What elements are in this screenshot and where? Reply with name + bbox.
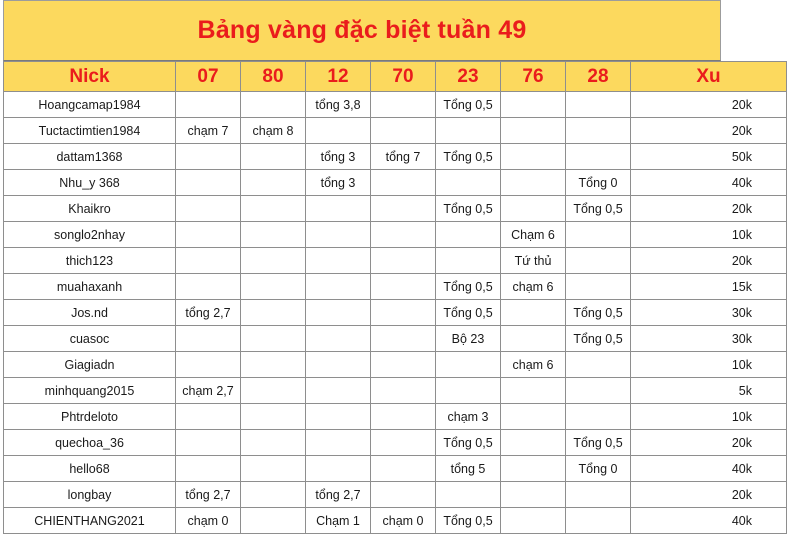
nick-cell[interactable]: longbay — [4, 482, 176, 508]
table-row — [4, 170, 787, 196]
bet-cell[interactable] — [241, 92, 306, 118]
bet-cell[interactable] — [371, 300, 436, 326]
bet-cell[interactable] — [501, 144, 566, 170]
bet-cell[interactable] — [371, 196, 436, 222]
bet-cell[interactable] — [371, 456, 436, 482]
bet-cell[interactable]: tổng 3 — [306, 170, 371, 196]
nick-cell[interactable]: CHIENTHANG2021 — [4, 508, 176, 534]
bet-cell[interactable]: Tổng 0,5 — [436, 430, 501, 456]
bet-cell[interactable] — [501, 118, 566, 144]
bet-cell[interactable] — [241, 456, 306, 482]
nick-cell[interactable]: songlo2nhay — [4, 222, 176, 248]
bet-cell[interactable] — [241, 196, 306, 222]
bet-cell[interactable]: tổng 3 — [306, 144, 371, 170]
nick-cell[interactable]: hello68 — [4, 456, 176, 482]
bet-cell[interactable] — [241, 144, 306, 170]
bet-cell[interactable] — [176, 144, 241, 170]
bet-cell[interactable]: Tổng 0,5 — [566, 326, 631, 352]
nick-cell[interactable]: Phtrdeloto — [4, 404, 176, 430]
table-row — [4, 482, 787, 508]
bet-cell[interactable]: chạm 7 — [176, 118, 241, 144]
bet-cell[interactable] — [241, 430, 306, 456]
bet-cell[interactable] — [241, 170, 306, 196]
header-number[interactable]: 07 — [176, 62, 241, 92]
nick-cell[interactable]: minhquang2015 — [4, 378, 176, 404]
bet-cell[interactable] — [176, 248, 241, 274]
bet-cell[interactable] — [306, 404, 371, 430]
bet-cell[interactable]: Chạm 6 — [501, 222, 566, 248]
bet-cell[interactable] — [241, 248, 306, 274]
bet-cell[interactable]: chạm 0 — [176, 508, 241, 534]
bet-cell[interactable] — [176, 404, 241, 430]
bet-cell[interactable] — [566, 508, 631, 534]
bet-cell[interactable] — [501, 326, 566, 352]
bet-cell[interactable] — [306, 326, 371, 352]
bet-cell[interactable]: tổng 2,7 — [176, 300, 241, 326]
bet-cell[interactable]: Chạm 1 — [306, 508, 371, 534]
header-number[interactable]: 28 — [566, 62, 631, 92]
bet-cell[interactable] — [176, 170, 241, 196]
bet-cell[interactable]: chạm 0 — [371, 508, 436, 534]
bet-cell[interactable] — [436, 170, 501, 196]
table-row — [4, 404, 787, 430]
bet-cell[interactable]: tổng 2,7 — [176, 482, 241, 508]
bet-cell[interactable] — [371, 404, 436, 430]
bet-cell[interactable] — [566, 248, 631, 274]
bet-cell[interactable] — [176, 326, 241, 352]
header-number[interactable]: 70 — [371, 62, 436, 92]
header-xu[interactable]: Xu — [631, 62, 787, 92]
bet-cell[interactable] — [306, 248, 371, 274]
leaderboard-table — [3, 61, 787, 534]
bet-cell[interactable] — [241, 274, 306, 300]
bet-cell[interactable] — [371, 326, 436, 352]
table-row — [4, 274, 787, 300]
xu-cell[interactable]: 10k — [631, 404, 787, 430]
xu-cell[interactable]: 30k — [631, 300, 787, 326]
table-row — [4, 92, 787, 118]
bet-cell[interactable] — [371, 430, 436, 456]
bet-cell[interactable] — [371, 248, 436, 274]
table-row — [4, 456, 787, 482]
nick-cell[interactable]: Tuctactimtien1984 — [4, 118, 176, 144]
bet-cell[interactable] — [501, 170, 566, 196]
bet-cell[interactable]: Bộ 23 — [436, 326, 501, 352]
bet-cell[interactable] — [371, 170, 436, 196]
table-row — [4, 508, 787, 534]
bet-cell[interactable]: tổng 7 — [371, 144, 436, 170]
bet-cell[interactable]: Tổng 0,5 — [436, 508, 501, 534]
title-cell[interactable] — [3, 0, 721, 61]
bet-cell[interactable] — [436, 378, 501, 404]
bet-cell[interactable] — [501, 404, 566, 430]
bet-cell[interactable] — [501, 92, 566, 118]
bet-cell[interactable] — [241, 352, 306, 378]
bet-cell[interactable] — [306, 118, 371, 144]
bet-cell[interactable] — [241, 482, 306, 508]
bet-cell[interactable]: Tổng 0,5 — [566, 196, 631, 222]
bet-cell[interactable]: chạm 8 — [241, 118, 306, 144]
xu-cell[interactable]: 20k — [631, 118, 787, 144]
bet-cell[interactable]: Tổng 0,5 — [436, 92, 501, 118]
bet-cell[interactable] — [501, 196, 566, 222]
nick-cell[interactable]: cuasoc — [4, 326, 176, 352]
xu-cell[interactable]: 40k — [631, 508, 787, 534]
bet-cell[interactable] — [566, 378, 631, 404]
bet-cell[interactable] — [436, 222, 501, 248]
bet-cell[interactable] — [306, 196, 371, 222]
bet-cell[interactable]: tổng 5 — [436, 456, 501, 482]
table-row — [4, 248, 787, 274]
bet-cell[interactable] — [501, 378, 566, 404]
nick-cell[interactable]: muahaxanh — [4, 274, 176, 300]
xu-cell[interactable]: 20k — [631, 430, 787, 456]
header-number[interactable]: 23 — [436, 62, 501, 92]
xu-cell[interactable]: 20k — [631, 248, 787, 274]
bet-cell[interactable]: Tổng 0 — [566, 170, 631, 196]
bet-cell[interactable] — [371, 378, 436, 404]
nick-cell[interactable]: Khaikro — [4, 196, 176, 222]
bet-cell[interactable] — [566, 222, 631, 248]
xu-cell[interactable]: 50k — [631, 144, 787, 170]
bet-cell[interactable] — [306, 352, 371, 378]
bet-cell[interactable] — [501, 482, 566, 508]
header-number[interactable]: 76 — [501, 62, 566, 92]
bet-cell[interactable] — [306, 456, 371, 482]
bet-cell[interactable] — [241, 326, 306, 352]
bet-cell[interactable]: Tổng 0,5 — [436, 300, 501, 326]
bet-cell[interactable] — [176, 222, 241, 248]
header-nick[interactable]: Nick — [4, 62, 176, 92]
bet-cell[interactable] — [501, 508, 566, 534]
table-row — [4, 144, 787, 170]
bet-cell[interactable] — [176, 196, 241, 222]
bet-cell[interactable] — [241, 378, 306, 404]
bet-cell[interactable]: Tứ thủ — [501, 248, 566, 274]
bet-cell[interactable] — [436, 352, 501, 378]
table-row — [4, 222, 787, 248]
xu-cell[interactable]: 40k — [631, 456, 787, 482]
bet-cell[interactable] — [436, 118, 501, 144]
bet-cell[interactable] — [436, 482, 501, 508]
bet-cell[interactable]: chạm 3 — [436, 404, 501, 430]
xu-cell[interactable]: 30k — [631, 326, 787, 352]
bet-cell[interactable] — [306, 274, 371, 300]
table-row — [4, 378, 787, 404]
bet-cell[interactable] — [501, 430, 566, 456]
bet-cell[interactable]: Tổng 0,5 — [436, 274, 501, 300]
nick-cell[interactable]: Hoangcamap1984 — [4, 92, 176, 118]
nick-cell[interactable]: dattam1368 — [4, 144, 176, 170]
nick-cell[interactable]: Giagiadn — [4, 352, 176, 378]
bet-cell[interactable]: Tổng 0,5 — [436, 196, 501, 222]
xu-cell[interactable]: 20k — [631, 92, 787, 118]
bet-cell[interactable] — [306, 378, 371, 404]
xu-cell[interactable]: 10k — [631, 352, 787, 378]
bet-cell[interactable] — [176, 352, 241, 378]
bet-cell[interactable] — [176, 92, 241, 118]
nick-cell[interactable]: quechoa_36 — [4, 430, 176, 456]
xu-cell[interactable]: 10k — [631, 222, 787, 248]
xu-cell[interactable]: 20k — [631, 482, 787, 508]
bet-cell[interactable] — [566, 404, 631, 430]
bet-cell[interactable] — [501, 300, 566, 326]
header-number[interactable]: 80 — [241, 62, 306, 92]
table-body — [4, 92, 787, 534]
bet-cell[interactable] — [241, 222, 306, 248]
bet-cell[interactable] — [501, 456, 566, 482]
table-row — [4, 326, 787, 352]
bet-cell[interactable] — [371, 92, 436, 118]
bet-cell[interactable] — [371, 352, 436, 378]
bet-cell[interactable]: chạm 6 — [501, 274, 566, 300]
bet-cell[interactable] — [241, 300, 306, 326]
bet-cell[interactable] — [371, 274, 436, 300]
xu-cell[interactable]: 15k — [631, 274, 787, 300]
nick-cell[interactable]: Jos.nd — [4, 300, 176, 326]
table-row — [4, 352, 787, 378]
header-row — [4, 62, 787, 92]
bet-cell[interactable]: Tổng 0,5 — [566, 300, 631, 326]
bet-cell[interactable] — [176, 456, 241, 482]
bet-cell[interactable] — [371, 118, 436, 144]
bet-cell[interactable]: chạm 2,7 — [176, 378, 241, 404]
bet-cell[interactable] — [371, 482, 436, 508]
bet-cell[interactable] — [306, 430, 371, 456]
bet-cell[interactable] — [306, 222, 371, 248]
xu-cell[interactable]: 20k — [631, 196, 787, 222]
nick-cell[interactable]: Nhu_y 368 — [4, 170, 176, 196]
bet-cell[interactable] — [566, 118, 631, 144]
bet-cell[interactable]: Tổng 0 — [566, 456, 631, 482]
table-row — [4, 300, 787, 326]
bet-cell[interactable]: Tổng 0,5 — [436, 144, 501, 170]
bet-cell[interactable]: tổng 3,8 — [306, 92, 371, 118]
nick-cell[interactable]: thich123 — [4, 248, 176, 274]
bet-cell[interactable] — [306, 300, 371, 326]
xu-cell[interactable]: 40k — [631, 170, 787, 196]
bet-cell[interactable] — [241, 404, 306, 430]
bet-cell[interactable] — [566, 482, 631, 508]
header-number[interactable]: 12 — [306, 62, 371, 92]
bet-cell[interactable] — [566, 274, 631, 300]
bet-cell[interactable] — [176, 274, 241, 300]
bet-cell[interactable] — [566, 92, 631, 118]
xu-cell[interactable]: 5k — [631, 378, 787, 404]
table-row — [4, 196, 787, 222]
bet-cell[interactable] — [566, 144, 631, 170]
sheet-title: Bảng vàng đặc biệt tuần 49 — [197, 16, 527, 44]
bet-cell[interactable] — [566, 352, 631, 378]
bet-cell[interactable]: chạm 6 — [501, 352, 566, 378]
bet-cell[interactable] — [241, 508, 306, 534]
bet-cell[interactable] — [176, 430, 241, 456]
bet-cell[interactable]: Tổng 0,5 — [566, 430, 631, 456]
bet-cell[interactable] — [371, 222, 436, 248]
bet-cell[interactable]: tổng 2,7 — [306, 482, 371, 508]
table-row — [4, 430, 787, 456]
table-row — [4, 118, 787, 144]
bet-cell[interactable] — [436, 248, 501, 274]
